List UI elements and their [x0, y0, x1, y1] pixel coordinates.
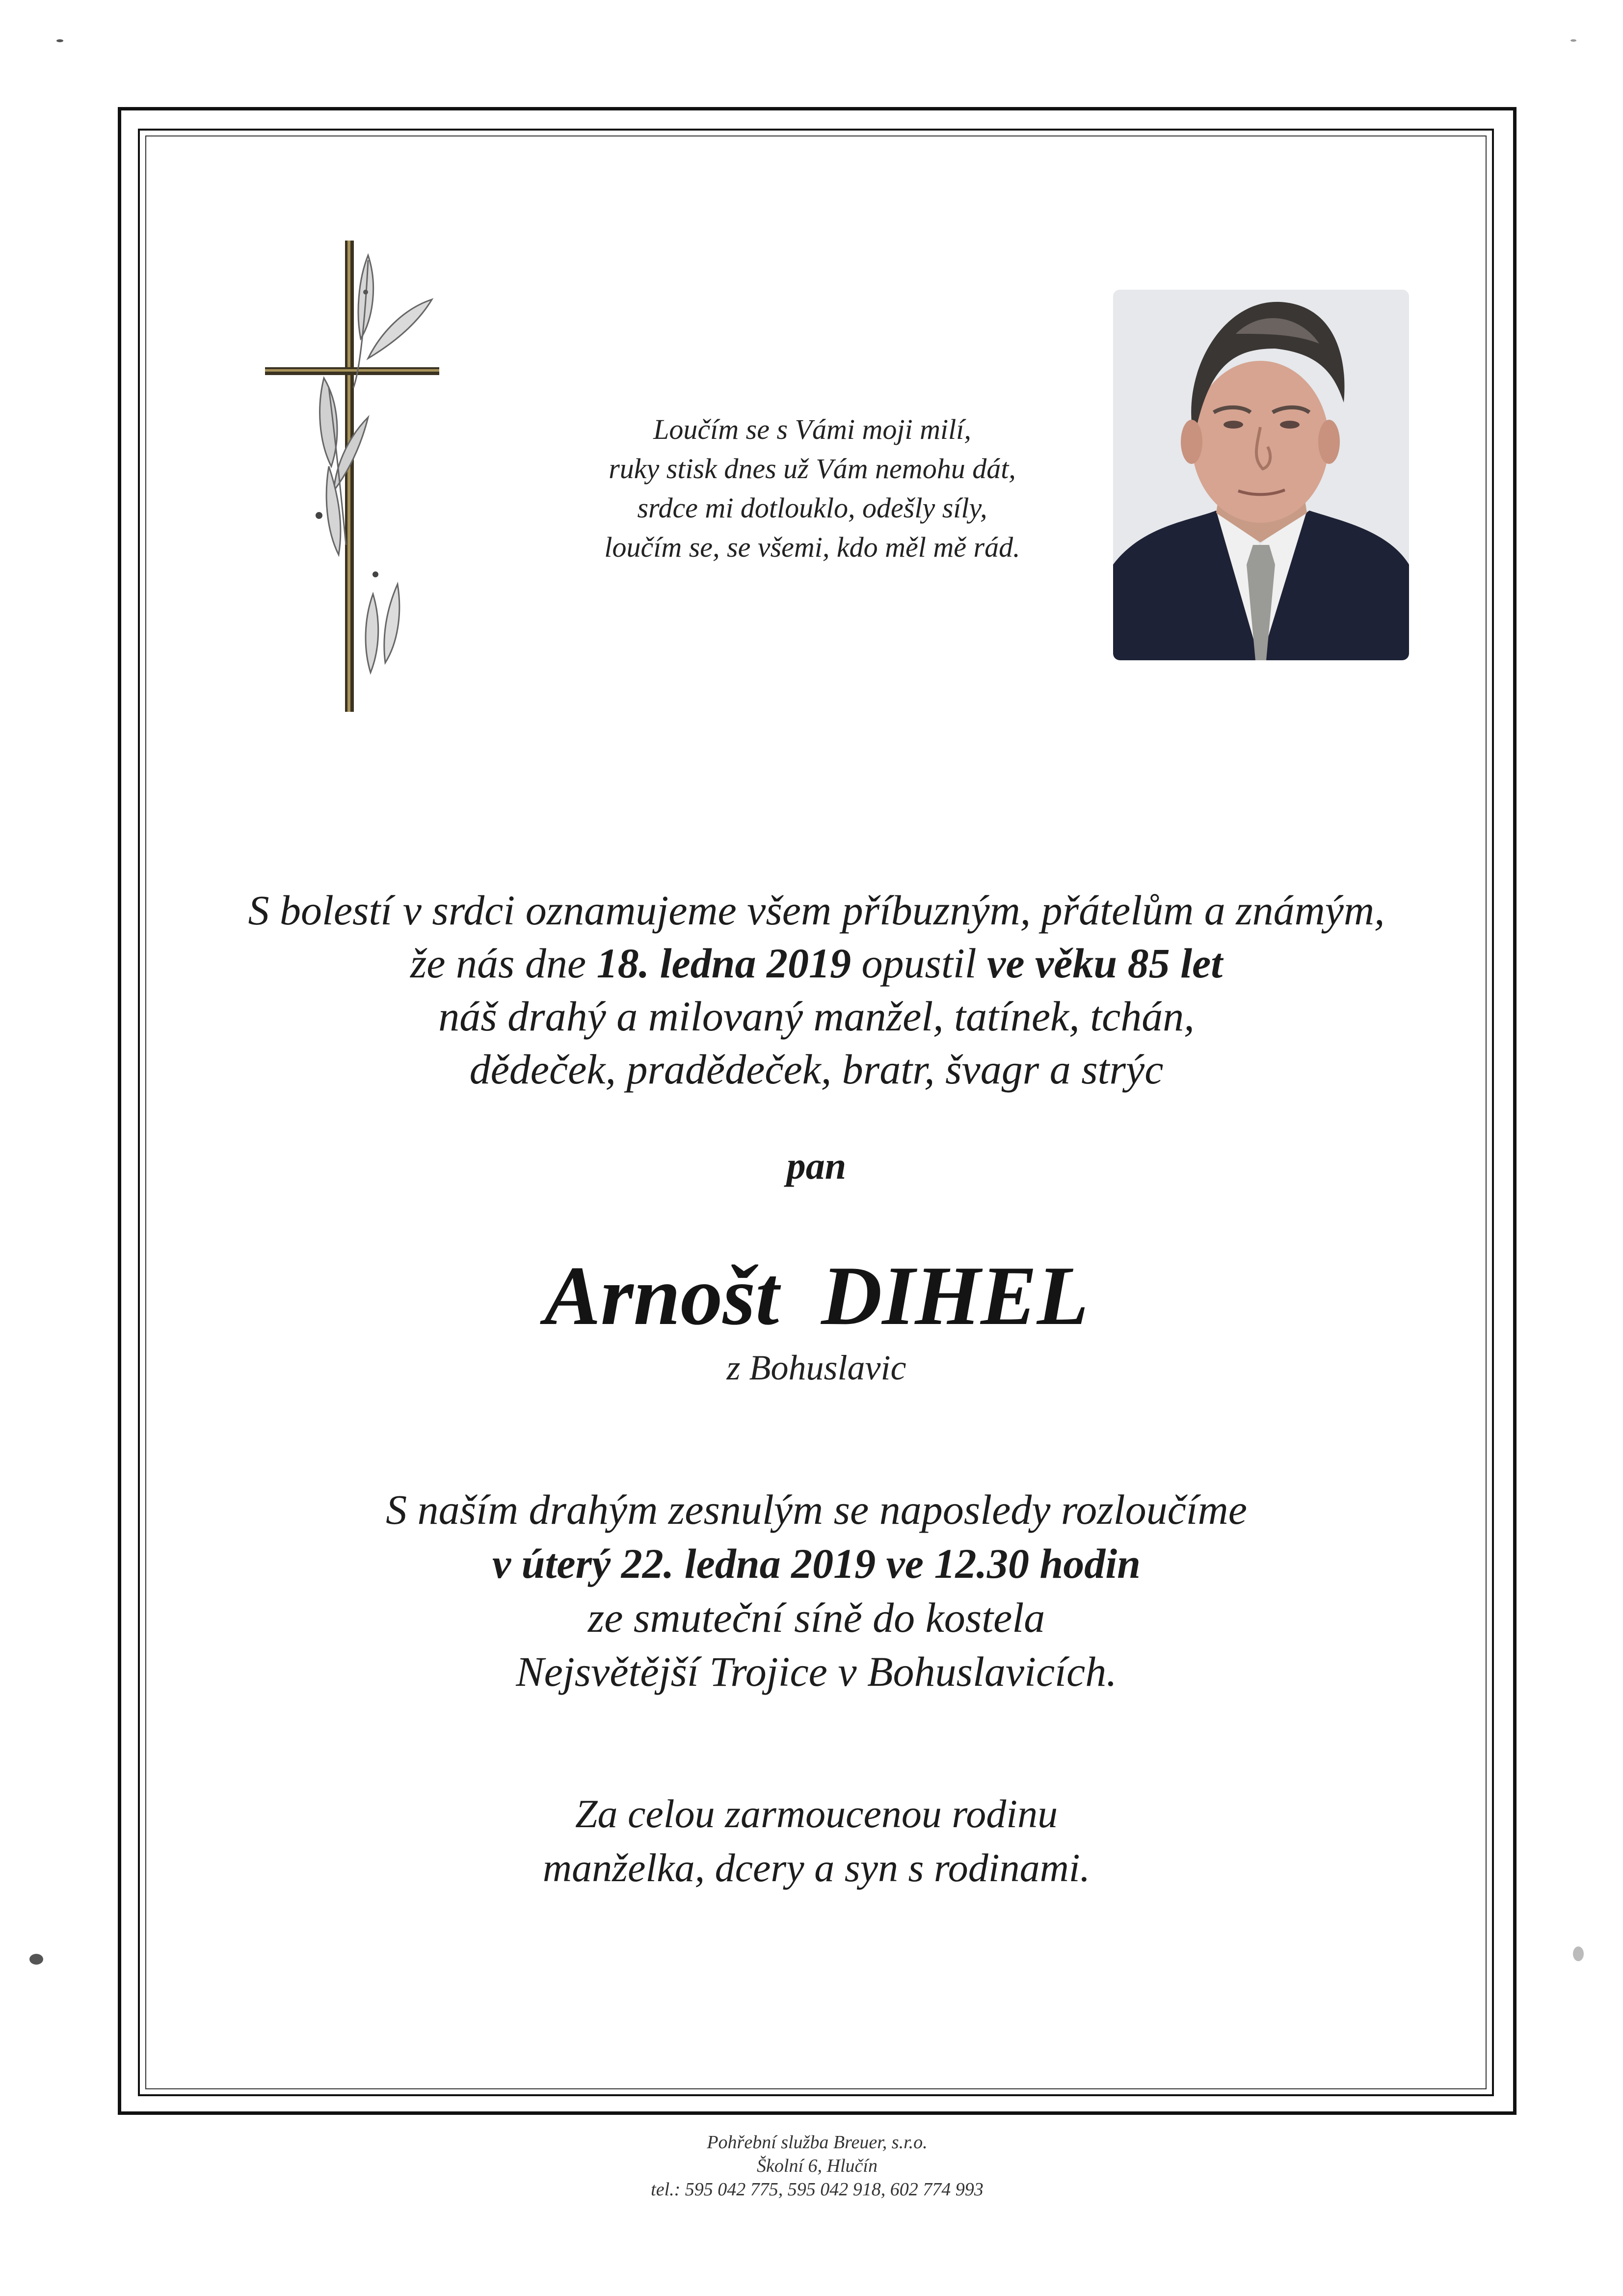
funeral-line-3: ze smuteční síně do kostela — [587, 1594, 1045, 1641]
age-at-death: ve věku 85 let — [987, 940, 1223, 987]
funeral-info — [147, 1483, 1486, 1699]
announcement-line-4: dědeček, pradědeček, bratr, švagr a strýc — [469, 1046, 1164, 1093]
last-name: DIHEL — [821, 1249, 1089, 1343]
announcement-line-3: náš drahý a milovaný manžel, tatínek, tchán, — [438, 993, 1195, 1040]
announcement-text: opustil — [851, 940, 987, 987]
company-name: Pohřební služba Breuer, s.r.o. — [707, 2132, 928, 2153]
funeral-date-time: v úterý 22. ledna 2019 ve 12.30 hodin — [492, 1540, 1141, 1587]
poem-line: Loučím se s Vámi moji milí, — [653, 413, 971, 445]
announcement-text: že nás dne — [410, 940, 597, 987]
first-name: Arnošt — [544, 1249, 779, 1343]
honorific: pan — [786, 1144, 847, 1187]
deceased-origin: z Bohuslavic — [726, 1348, 906, 1387]
scan-speck — [56, 39, 63, 42]
scan-speck — [1573, 1946, 1584, 1961]
scan-speck — [1570, 39, 1576, 42]
poem-line: srdce mi dotlouklo, odešly síly, — [637, 492, 987, 524]
scan-speck — [29, 1954, 43, 1965]
deceased-name — [147, 1247, 1486, 1345]
poem-line: loučím se, se všemi, kdo měl mě rád. — [604, 531, 1020, 563]
death-date: 18. ledna 2019 — [596, 940, 851, 987]
funeral-line-4: Nejsvětější Trojice v Bohuslavicích. — [516, 1648, 1117, 1695]
family-signature — [147, 1787, 1486, 1895]
company-phone: tel.: 595 042 775, 595 042 918, 602 774 993 — [651, 2179, 984, 2200]
portrait-photo — [1113, 290, 1409, 660]
funeral-service-footer — [491, 2131, 1144, 2201]
cross-with-leaves-icon — [255, 241, 452, 712]
funeral-line-1: S naším drahým zesnulým se naposledy rozloučíme — [386, 1486, 1247, 1533]
company-address: Školní 6, Hlučín — [757, 2156, 878, 2176]
announcement-line-2 — [147, 937, 1486, 990]
family-line-1: Za celou zarmoucenou rodinu — [575, 1791, 1058, 1836]
farewell-poem — [540, 410, 1085, 567]
death-announcement — [147, 884, 1486, 1096]
announcement-line-1: S bolestí v srdci oznamujeme všem příbuzným, přátelům a známým, — [248, 887, 1385, 934]
family-line-2: manželka, dcery a syn s rodinami. — [542, 1845, 1091, 1890]
poem-line: ruky stisk dnes už Vám nemohu dát, — [609, 453, 1016, 485]
